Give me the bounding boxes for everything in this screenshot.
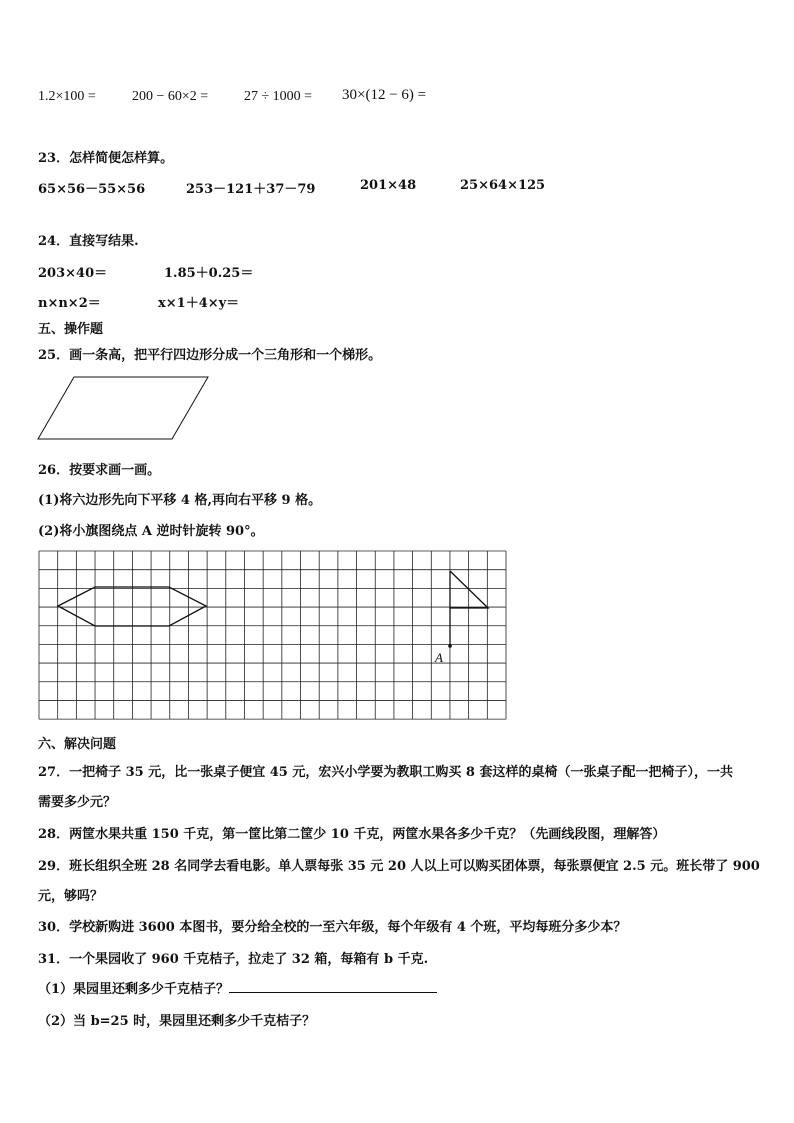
q27-line2: 需要多少元？ [38, 795, 117, 810]
expr-4: 30×(12 − 6) = [342, 87, 427, 103]
q31-sub1-row [38, 978, 437, 997]
grid-figure [38, 550, 508, 724]
q23-item-3: 201×48 [360, 178, 417, 193]
q23-title: 23．怎样简便怎样算。 [38, 151, 174, 166]
expr-3: 27 ÷ 1000 = [244, 89, 313, 104]
point-a-label: A [435, 650, 443, 665]
q24-title: 24．直接写结果. [38, 234, 139, 249]
q24-item-2: 1.85＋0.25＝ [164, 266, 254, 281]
q27-line1: 27．一把椅子 35 元，比一张桌子便宜 45 元，宏兴小学要为教职工购买 8 套这样的桌椅（一张桌子配一把椅子），一共 [38, 765, 733, 780]
q23-item-4: 25×64×125 [460, 178, 546, 193]
answer-blank[interactable] [229, 980, 437, 993]
grid-lines [39, 551, 506, 719]
q26-sub2: (2)将小旗图绕点 A 逆时针旋转 90°。 [38, 524, 264, 539]
q28-text: 28．两筐水果共重 150 千克，第一筐比第二筐少 10 千克，两筐水果各多少千克？（先画线段图，理解答） [38, 827, 666, 842]
q30-text: 30．学校新购进 3600 本图书，要分给全校的一至六年级，每个年级有 4 个班，平均每班分多少本？ [38, 920, 627, 935]
q25-title: 25．画一条高，把平行四边形分成一个三角形和一个梯形。 [38, 348, 382, 363]
q31-sub2: （2）当 b=25 时，果园里还剩多少千克桔子？ [38, 1014, 316, 1029]
section-5-heading: 五、操作题 [38, 322, 104, 337]
expr-1: 1.2×100 = [38, 89, 96, 104]
point-a-dot [448, 644, 452, 648]
parallelogram-figure [36, 374, 212, 444]
q31-sub1: （1）果园里还剩多少千克桔子？ [38, 982, 230, 997]
q26-title: 26．按要求画一画。 [38, 463, 161, 478]
q23-item-2: 253－121＋37－79 [186, 182, 316, 197]
section-6-heading: 六、解决问题 [38, 737, 117, 752]
q31-title: 31．一个果园收了 960 千克桔子，拉走了 32 箱，每箱有 b 千克. [38, 952, 429, 967]
expr-2: 200 − 60×2 = [132, 89, 209, 104]
q24-item-1: 203×40＝ [38, 266, 108, 281]
q23-item-1: 65×56－55×56 [38, 182, 146, 197]
q29-line1: 29．班长组织全班 28 名同学去看电影。单人票每张 35 元 20 人以上可以购买团体票，每张票便宜 2.5 元。班长带了 900 [38, 859, 760, 874]
q24-item-3: n×n×2＝ [38, 296, 101, 311]
q29-line2: 元，够吗？ [38, 889, 104, 904]
q24-item-4: x×1＋4×y＝ [158, 296, 240, 311]
q26-sub1: (1)将六边形先向下平移 4 格,再向右平移 9 格。 [38, 493, 322, 508]
